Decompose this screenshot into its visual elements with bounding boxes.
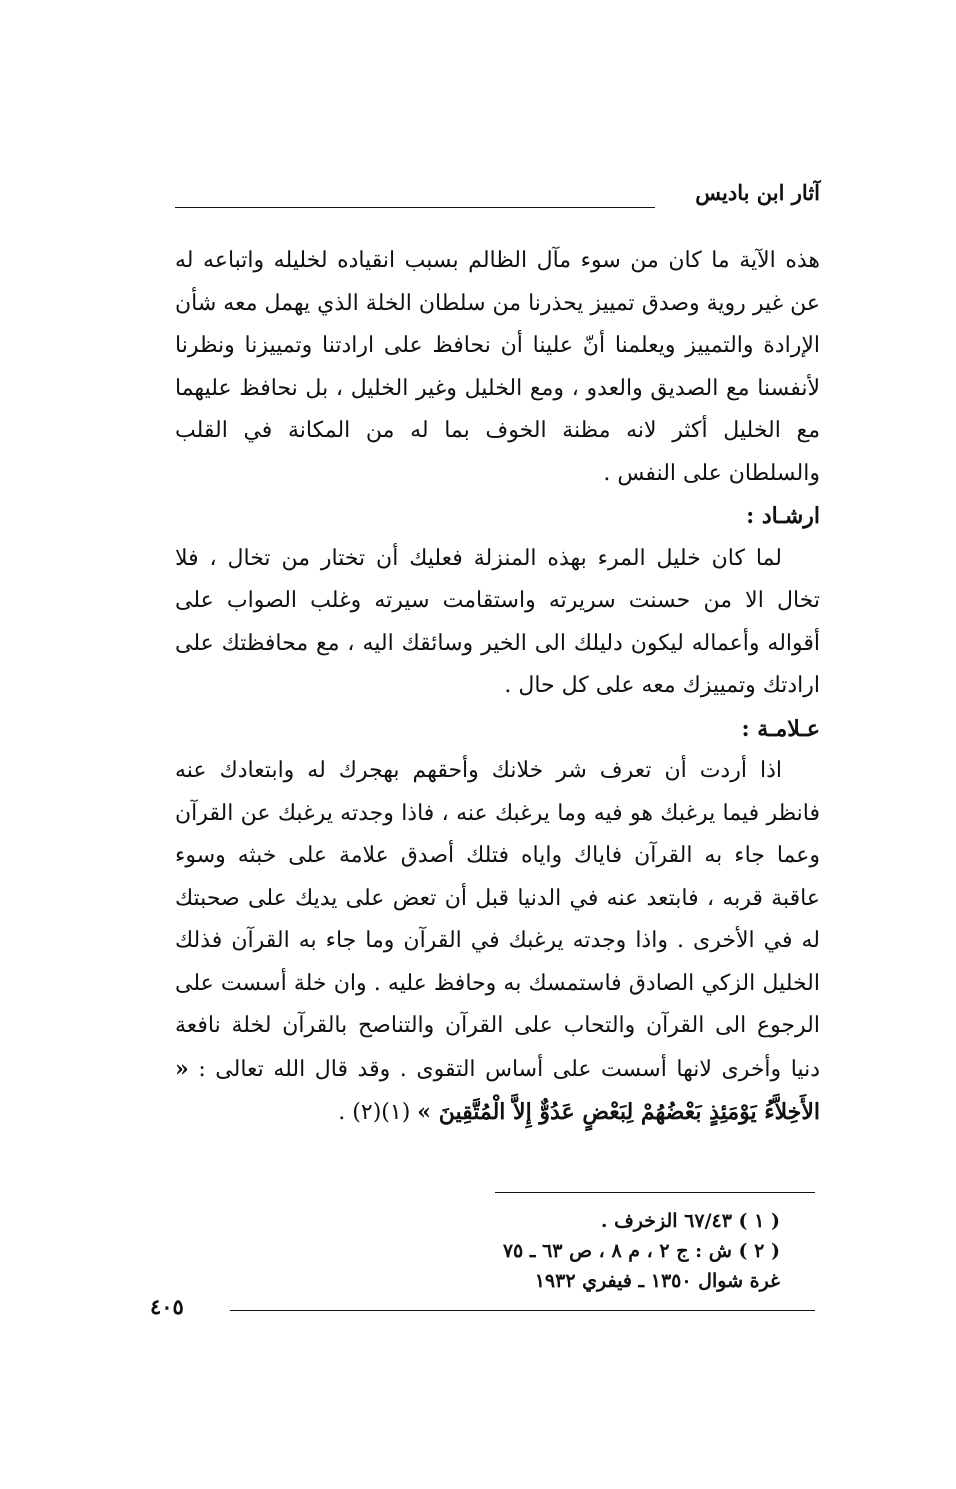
running-header xyxy=(175,180,820,220)
main-text xyxy=(175,240,820,1135)
page-number: ٤٠٥ xyxy=(150,1294,184,1319)
footnote-rule xyxy=(495,1192,815,1193)
footnote-1: ( ١ ) ٦٧/٤٣ الزخرف . xyxy=(600,1210,780,1232)
quran-verse: « الأَخِلاَّءُ يَوْمَئِذٍ بَعْضُهُمْ لِبَعْضٍ عَدُوٌّ إِلاَّ الْمُتَّقِينَ » xyxy=(175,1055,820,1125)
page-footer xyxy=(150,1294,815,1324)
section-heading-guidance: ارشـاد : xyxy=(746,503,820,529)
footnotes xyxy=(380,1206,780,1296)
header-rule xyxy=(175,207,655,208)
footnote-2-date: غرة شوال ١٣٥٠ ـ فيفري ١٩٣٢ xyxy=(534,1270,780,1292)
paragraph-sign-text: اذا أردت أن تعرف شر خلانك وأحقهم بهجرك له وابتعادك عنه فانظر فيما يرغبك هو فيه وما يرغبك عنه ، فاذا وجدته يرغبك عن القرآن وعما جاء به القرآن فاياك واياه فتلك أصدق علامة على خبثه وسوء عاقبة قربه ، فابتعد عنه في الدنيا قبل أن تعض على يديك على صحبتك له في الأخرى . واذا وجدته يرغبك في القرآن وما جاء به القرآن فذلك الخليل الزكي الصادق فاستمسك به وحافظ عليه . وان خلة أسست على الرجوع الى القرآن والتحاب على القرآن والتناصح بالقرآن لخلة نافعة دنيا وأخرى لانها أسست على أساس التقوى . وقد قال الله تعالى : xyxy=(175,758,820,1082)
paragraph-guidance: لما كان خليل المرء بهذه المنزلة فعليك أن تختار من تخال ، فلا تخال الا من حسنت سريرته واستقامت سيرته وغلب الصواب على أقواله وأعماله ليكون دليلك الى الخير وسائقك اليه ، مع محافظتك على ارادتك وتمييزك معه على كل حال . xyxy=(175,545,820,698)
paragraph-commentary: هذه الآية ما كان من سوء مآل الظالم بسبب انقياده لخليله واتباعه له عن غير روية وصدق تمييز يحذرنا من سلطان الخلة الذي يهمل معه شأن الإرادة والتمييز ويعلمنا أنّ علينا أن نحافظ على ارادتنا وتمييزنا ونظرنا لأنفسنا مع الصديق والعدو ، ومع الخليل وغير الخليل ، بل نحافظ عليهما مع الخليل أكثر لانه مظنة الخوف بما له من المكانة في القلب والسلطان على النفس . xyxy=(175,248,820,486)
section-heading-sign: عـلامـة : xyxy=(741,715,820,742)
verse-footnote-refs: (١)(٢) . xyxy=(338,1100,411,1125)
footer-rule xyxy=(230,1310,815,1311)
footnote-2: ( ٢ ) ش : ج ٢ ، م ٨ ، ص ٦٣ ـ ٧٥ xyxy=(502,1240,780,1262)
book-title: آثار ابن باديس xyxy=(695,180,820,205)
paragraph-sign xyxy=(175,750,820,1135)
